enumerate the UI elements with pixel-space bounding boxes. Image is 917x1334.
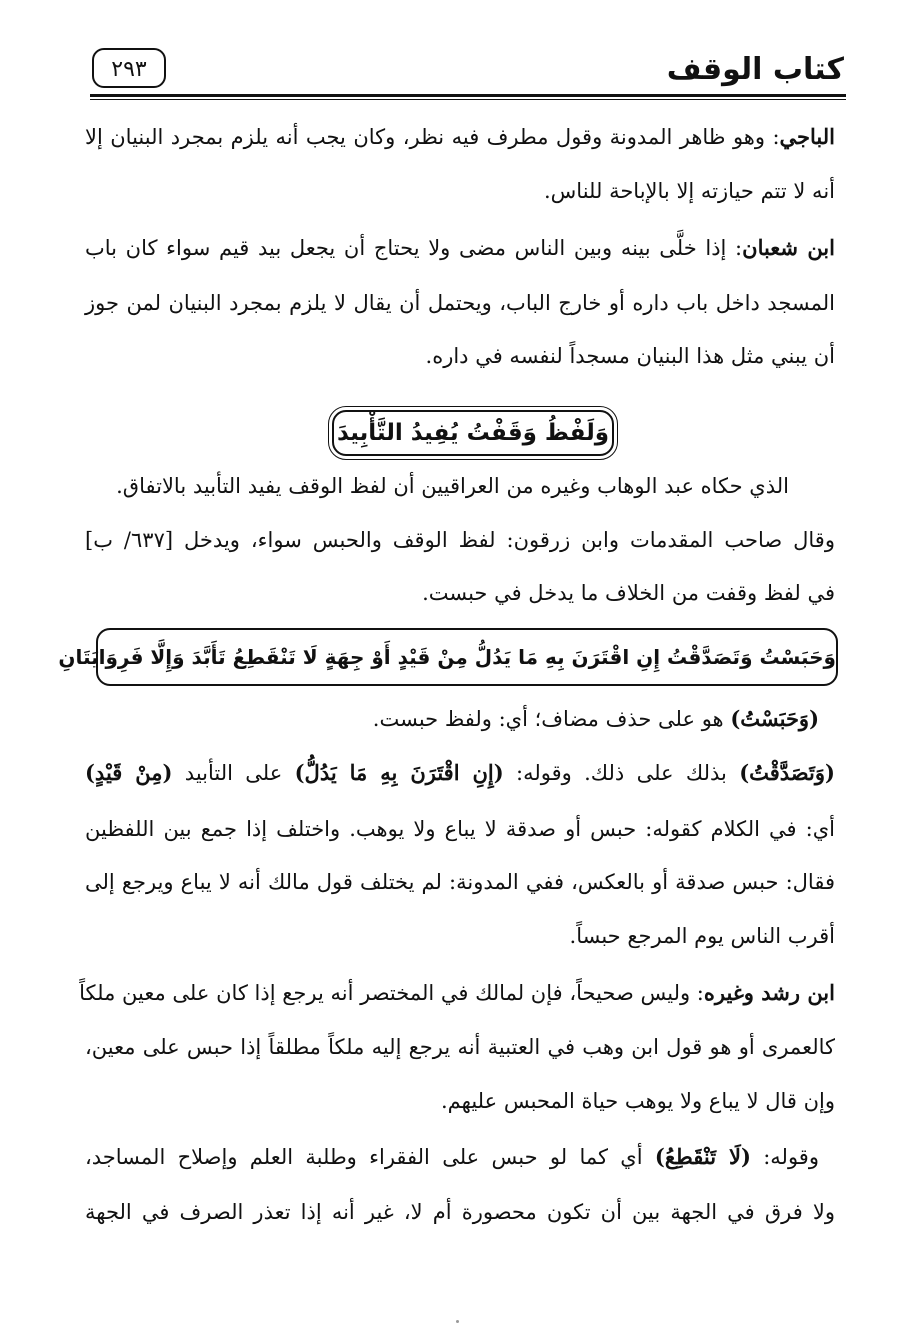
line-text: وليس صحيحاً، فإن لمالك في المختصر أنه يرجع إذا كان على معين ملكاً <box>79 981 691 1005</box>
text-line <box>85 757 835 789</box>
line-text: بذلك على ذلك. وقوله: <box>516 761 727 785</box>
matn-quote: (إِنِ اقْتَرَنَ بِهِ مَا يَدُلُّ) <box>294 760 504 785</box>
line-text: وقال صاحب المقدمات وابن زرقون: لفظ الوقف والحبس سواء، ويدخل <box>184 528 835 552</box>
header-rule <box>90 94 846 97</box>
section-title-box: وَلَفْظُ وَقَفْتُ يُفِيدُ التَّأْبِيدَ <box>332 410 614 456</box>
text-line <box>85 524 835 556</box>
header-rule-thin <box>90 99 846 100</box>
text-line: المسجد داخل باب داره أو خارج الباب، ويحتمل أن يقال لا يلزم بمجرد البنيان لمن جوز <box>85 291 835 315</box>
matn-quote: (لَا تَنْقَطِعُ) <box>654 1144 751 1169</box>
text-line: فقال: حبس صدقة أو بالعكس، ففي المدونة: لم يختلف قول مالك أنه لا يباع ويرجع إلى <box>85 870 835 894</box>
manuscript-reference: [٦٣٧/ ب] <box>85 528 174 552</box>
line-text: وهو ظاهر المدونة وقول مطرف فيه نظر، وكان يجب أنه يلزم بمجرد البنيان إلا <box>85 125 766 149</box>
page-number: ٢٩٣ <box>92 48 166 88</box>
text-line <box>85 1141 819 1173</box>
text-line: أنه لا تتم حيازته إلا بالإباحة للناس. <box>544 179 835 203</box>
matn-quote: (وَحَبَسْتُ) <box>730 706 819 731</box>
text-line: ابن رشد وغيره: وليس صحيحاً، فإن لمالك في المختصر أنه يرجع إذا كان على معين ملكاً <box>79 980 835 1005</box>
text-line: ولا فرق في الجهة بين أن تكون محصورة أم لا، غير أنه إذا تعذر الصرف في الجهة <box>85 1200 835 1224</box>
text-line: كالعمرى أو هو قول ابن وهب في العتبية أنه يرجع إليه ملكاً مطلقاً إذا حبس على معين، <box>85 1035 835 1059</box>
speaker-name: ابن رشد وغيره <box>703 980 835 1005</box>
matn-quote-box: وَحَبَسْتُ وَتَصَدَّقْتُ إِنِ اقْتَرَنَ بِهِ مَا يَدُلُّ مِنْ قَيْدٍ أَوْ جِهَةٍ لَا تَنْقَطِعُ تَأَبَّدَ وَإِلَّا فَرِوَايَتَانِ <box>96 628 838 686</box>
text-line: وإن قال لا يباع ولا يوهب حياة المحبس عليهم. <box>441 1089 835 1113</box>
text-line: الذي حكاه عبد الوهاب وغيره من العراقيين أن لفظ الوقف يفيد التأبيد بالاتفاق. <box>116 474 789 498</box>
line-text: على التأبيد <box>184 761 283 785</box>
text-line: أقرب الناس يوم المرجع حبساً. <box>569 924 835 948</box>
line-text: أي كما لو حبس على الفقراء وطلبة العلم وإصلاح المساجد، <box>85 1145 643 1169</box>
line-text: هو على حذف مضاف؛ أي: ولفظ حبست. <box>372 707 724 731</box>
text-line: في لفظ وقفت من الخلاف ما يدخل في حبست. <box>422 581 835 605</box>
speaker-name: ابن شعبان <box>742 235 835 260</box>
text-line: الباجي: وهو ظاهر المدونة وقول مطرف فيه نظر، وكان يجب أنه يلزم بمجرد البنيان إلا <box>85 124 835 149</box>
speaker-name: الباجي <box>779 124 835 149</box>
book-title: كتاب الوقف <box>666 52 844 87</box>
scan-speck <box>456 1320 459 1323</box>
line-text: وقوله: <box>763 1145 819 1169</box>
matn-quote: (مِنْ قَيْدٍ) <box>85 760 173 785</box>
text-line: أي: في الكلام كقوله: حبس أو صدقة لا يباع ولا يوهب. واختلف إذا جمع بين اللفظين <box>85 817 835 841</box>
line-text: إذا خلَّى بينه وبين الناس مضى ولا يحتاج أن يجعل بيد قيم سواء كان باب <box>85 236 727 260</box>
text-line <box>119 703 819 735</box>
text-line: أن يبني مثل هذا البنيان مسجداً لنفسه في داره. <box>425 344 835 368</box>
text-line: ابن شعبان: إذا خلَّى بينه وبين الناس مضى ولا يحتاج أن يجعل بيد قيم سواء كان باب <box>85 235 835 260</box>
matn-quote: (وَتَصَدَّقْتُ) <box>739 760 835 785</box>
